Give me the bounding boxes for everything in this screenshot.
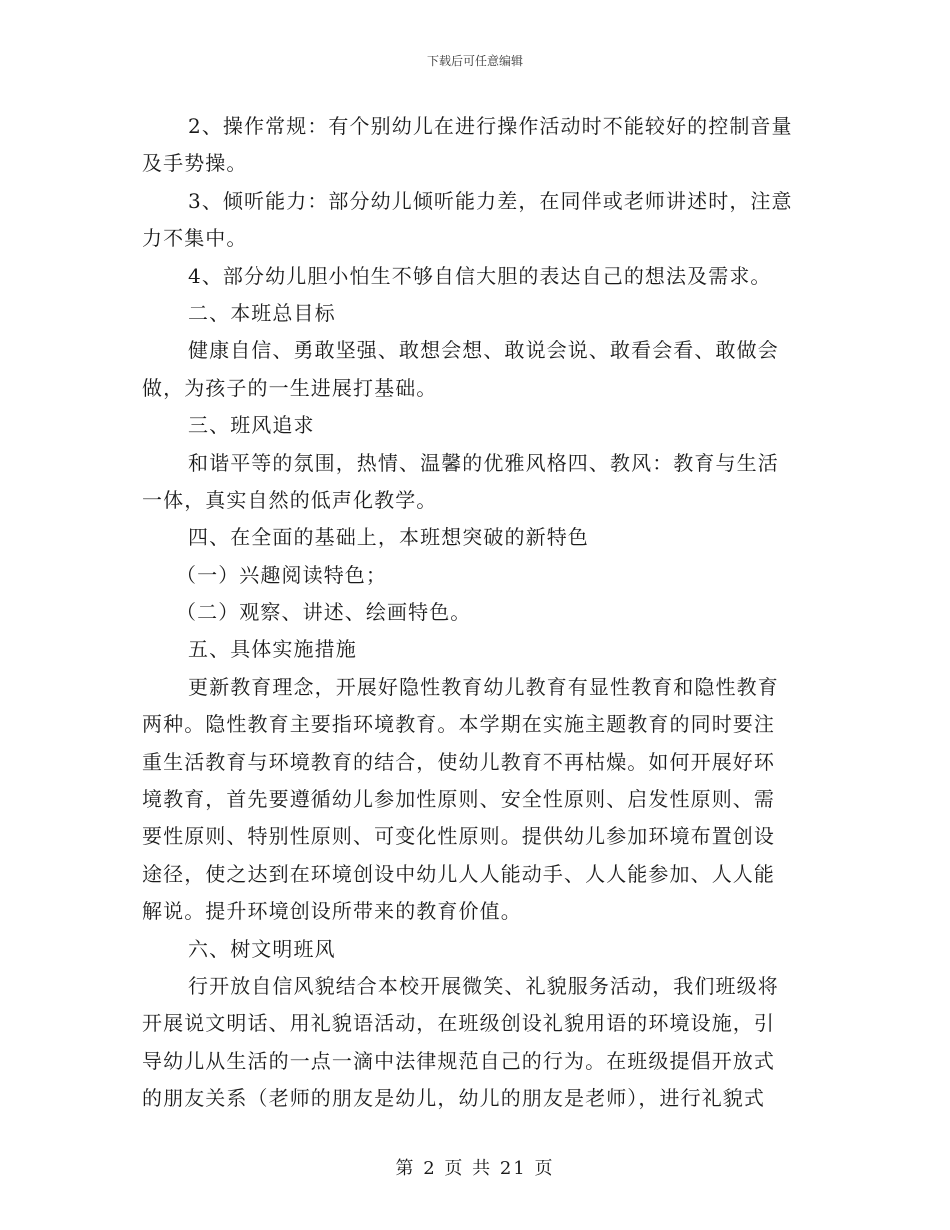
paragraph-line: 做，为孩子的一生进展打基础。 xyxy=(142,375,438,400)
paragraph-line: 一体，真实自然的低声化教学。 xyxy=(142,487,438,512)
document-body xyxy=(142,108,808,1118)
paragraph-line: 境教育，首先要遵循幼儿参加性原则、安全性原则、启发性原则、需 xyxy=(142,787,775,812)
paragraph-line: 4、部分幼儿胆小怕生不够自信大胆的表达自己的想法及需求。 xyxy=(188,263,772,288)
list-item: （二）观察、讲述、绘画特色。 xyxy=(176,600,472,625)
paragraph-line: 两种。隐性教育主要指环境教育。本学期在实施主题教育的同时要注 xyxy=(142,712,775,737)
paragraph-line: 开展说文明话、用礼貌语活动，在班级创设礼貌用语的环境设施，引 xyxy=(142,1011,775,1036)
page-header: 下载后可任意编辑 xyxy=(426,54,523,68)
section-heading: 三、班风追求 xyxy=(188,413,315,438)
section-heading: 五、具体实施措施 xyxy=(188,637,357,662)
paragraph-line: 和谐平等的氛围，热情、温馨的优雅风格四、教风：教育与生活 xyxy=(188,450,779,475)
paragraph-line: 重生活教育与环境教育的结合，使幼儿教育不再枯燥。如何开展好环 xyxy=(142,749,775,774)
paragraph-line: 要性原则、特别性原则、可变化性原则。提供幼儿参加环境布置创设 xyxy=(142,824,775,849)
paragraph-line: 2、操作常规：有个别幼儿在进行操作活动时不能较好的控制音量 xyxy=(188,114,793,138)
paragraph-line: 3、倾听能力：部分幼儿倾听能力差，在同伴或老师讲述时，注意 xyxy=(188,188,793,213)
paragraph-line: 的朋友关系（老师的朋友是幼儿，幼儿的朋友是老师），进行礼貌式 xyxy=(142,1086,765,1111)
paragraph-line: 解说。提升环境创设所带来的教育价值。 xyxy=(142,899,522,924)
paragraph-line: 更新教育理念，开展好隐性教育幼儿教育有显性教育和隐性教育 xyxy=(188,674,779,699)
paragraph-line: 途径，使之达到在环境创设中幼儿人人能动手、人人能参加、人人能 xyxy=(142,861,775,886)
paragraph-line: 行开放自信风貌结合本校开展微笑、礼貌服务活动，我们班级将 xyxy=(188,973,779,998)
section-heading: 六、树文明班风 xyxy=(188,936,336,961)
section-heading: 二、本班总目标 xyxy=(188,300,336,325)
list-item: （一）兴趣阅读特色； xyxy=(176,562,387,587)
paragraph-line: 及手势操。 xyxy=(142,151,248,176)
page-number: 第 2 页 共 21 页 xyxy=(395,1158,555,1179)
paragraph-line: 导幼儿从生活的一点一滴中法律规范自己的行为。在班级提倡开放式 xyxy=(142,1048,775,1073)
paragraph-line: 力不集中。 xyxy=(142,226,248,251)
section-heading: 四、在全面的基础上，本班想突破的新特色 xyxy=(188,525,589,550)
paragraph-line: 健康自信、勇敢坚强、敢想会想、敢说会说、敢看会看、敢做会 xyxy=(188,338,779,363)
